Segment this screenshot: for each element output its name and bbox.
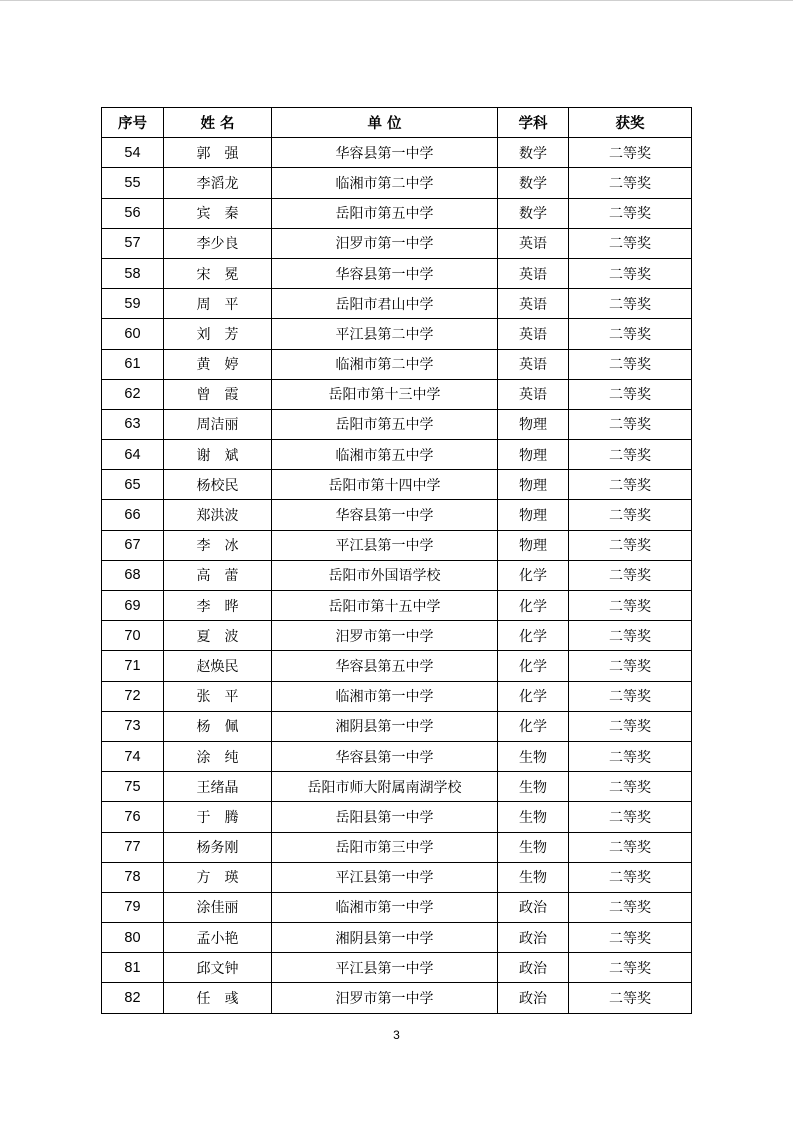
cell-unit: 岳阳市外国语学校	[272, 560, 498, 590]
cell-seq: 74	[102, 741, 164, 771]
table-row	[102, 560, 692, 590]
cell-subject: 生物	[498, 802, 569, 832]
cell-unit: 岳阳市第十四中学	[272, 470, 498, 500]
cell-name: 曾 霞	[164, 379, 272, 409]
cell-seq: 57	[102, 228, 164, 258]
cell-name: 周 平	[164, 289, 272, 319]
cell-seq: 82	[102, 983, 164, 1013]
cell-unit: 华容县第一中学	[272, 258, 498, 288]
cell-seq: 58	[102, 258, 164, 288]
cell-subject: 物理	[498, 470, 569, 500]
cell-subject: 物理	[498, 440, 569, 470]
cell-unit: 汨罗市第一中学	[272, 228, 498, 258]
cell-subject: 政治	[498, 983, 569, 1013]
cell-subject: 数学	[498, 168, 569, 198]
cell-seq: 80	[102, 923, 164, 953]
cell-seq: 78	[102, 862, 164, 892]
table-row	[102, 319, 692, 349]
cell-subject: 化学	[498, 591, 569, 621]
cell-subject: 物理	[498, 409, 569, 439]
cell-seq: 68	[102, 560, 164, 590]
cell-unit: 汨罗市第一中学	[272, 983, 498, 1013]
cell-unit: 岳阳市师大附属南湖学校	[272, 772, 498, 802]
header-name: 姓 名	[164, 108, 272, 138]
cell-unit: 华容县第一中学	[272, 741, 498, 771]
table-row	[102, 832, 692, 862]
cell-award: 二等奖	[569, 289, 692, 319]
cell-award: 二等奖	[569, 953, 692, 983]
cell-unit: 岳阳市第十五中学	[272, 591, 498, 621]
cell-unit: 临湘市第一中学	[272, 681, 498, 711]
cell-name: 方 瑛	[164, 862, 272, 892]
cell-unit: 平江县第二中学	[272, 319, 498, 349]
table-row	[102, 198, 692, 228]
cell-unit: 岳阳市君山中学	[272, 289, 498, 319]
cell-seq: 65	[102, 470, 164, 500]
cell-award: 二等奖	[569, 258, 692, 288]
cell-award: 二等奖	[569, 923, 692, 953]
cell-unit: 平江县第一中学	[272, 530, 498, 560]
cell-award: 二等奖	[569, 711, 692, 741]
cell-subject: 化学	[498, 560, 569, 590]
cell-seq: 76	[102, 802, 164, 832]
cell-name: 涂佳丽	[164, 892, 272, 922]
table-row	[102, 500, 692, 530]
cell-seq: 77	[102, 832, 164, 862]
cell-seq: 66	[102, 500, 164, 530]
cell-seq: 73	[102, 711, 164, 741]
table-row	[102, 228, 692, 258]
cell-award: 二等奖	[569, 772, 692, 802]
cell-subject: 英语	[498, 228, 569, 258]
cell-name: 宋 冕	[164, 258, 272, 288]
table-row	[102, 530, 692, 560]
table-row	[102, 681, 692, 711]
cell-unit: 汨罗市第一中学	[272, 621, 498, 651]
cell-name: 李 冰	[164, 530, 272, 560]
cell-award: 二等奖	[569, 409, 692, 439]
cell-subject: 物理	[498, 500, 569, 530]
cell-seq: 64	[102, 440, 164, 470]
cell-unit: 华容县第一中学	[272, 500, 498, 530]
cell-name: 任 彧	[164, 983, 272, 1013]
table-row	[102, 862, 692, 892]
cell-award: 二等奖	[569, 530, 692, 560]
table-row	[102, 470, 692, 500]
cell-subject: 英语	[498, 258, 569, 288]
award-table	[101, 107, 692, 1014]
cell-subject: 生物	[498, 862, 569, 892]
cell-name: 杨 佩	[164, 711, 272, 741]
cell-name: 高 蕾	[164, 560, 272, 590]
cell-unit: 岳阳市第三中学	[272, 832, 498, 862]
cell-name: 邱文钟	[164, 953, 272, 983]
cell-award: 二等奖	[569, 319, 692, 349]
cell-name: 夏 波	[164, 621, 272, 651]
cell-award: 二等奖	[569, 862, 692, 892]
table-row	[102, 621, 692, 651]
cell-subject: 物理	[498, 530, 569, 560]
cell-unit: 平江县第一中学	[272, 953, 498, 983]
cell-name: 张 平	[164, 681, 272, 711]
cell-unit: 华容县第五中学	[272, 651, 498, 681]
table-row	[102, 440, 692, 470]
table-row	[102, 772, 692, 802]
cell-award: 二等奖	[569, 440, 692, 470]
cell-award: 二等奖	[569, 741, 692, 771]
table-row	[102, 741, 692, 771]
table-row	[102, 711, 692, 741]
cell-seq: 55	[102, 168, 164, 198]
cell-name: 郑洪波	[164, 500, 272, 530]
table-row	[102, 591, 692, 621]
cell-name: 杨校民	[164, 470, 272, 500]
cell-subject: 政治	[498, 953, 569, 983]
table-header-row	[102, 108, 692, 138]
cell-name: 王绪晶	[164, 772, 272, 802]
cell-award: 二等奖	[569, 560, 692, 590]
cell-name: 宾 秦	[164, 198, 272, 228]
cell-subject: 政治	[498, 923, 569, 953]
cell-unit: 平江县第一中学	[272, 862, 498, 892]
cell-subject: 政治	[498, 892, 569, 922]
cell-seq: 70	[102, 621, 164, 651]
cell-seq: 69	[102, 591, 164, 621]
cell-subject: 生物	[498, 832, 569, 862]
cell-seq: 56	[102, 198, 164, 228]
table-row	[102, 138, 692, 168]
table-row	[102, 379, 692, 409]
table-row	[102, 923, 692, 953]
table-row	[102, 983, 692, 1013]
cell-name: 郭 强	[164, 138, 272, 168]
table-row	[102, 892, 692, 922]
cell-award: 二等奖	[569, 168, 692, 198]
table-row	[102, 409, 692, 439]
cell-subject: 数学	[498, 138, 569, 168]
cell-award: 二等奖	[569, 379, 692, 409]
cell-subject: 生物	[498, 772, 569, 802]
page-number: 3	[393, 1028, 400, 1042]
cell-subject: 英语	[498, 319, 569, 349]
cell-unit: 华容县第一中学	[272, 138, 498, 168]
cell-unit: 岳阳市第十三中学	[272, 379, 498, 409]
table-body	[102, 138, 692, 1013]
cell-award: 二等奖	[569, 802, 692, 832]
cell-subject: 化学	[498, 651, 569, 681]
cell-name: 周洁丽	[164, 409, 272, 439]
cell-subject: 数学	[498, 198, 569, 228]
cell-unit: 湘阴县第一中学	[272, 711, 498, 741]
cell-award: 二等奖	[569, 591, 692, 621]
cell-seq: 71	[102, 651, 164, 681]
header-unit: 单 位	[272, 108, 498, 138]
cell-name: 刘 芳	[164, 319, 272, 349]
table-row	[102, 289, 692, 319]
cell-seq: 54	[102, 138, 164, 168]
cell-subject: 英语	[498, 379, 569, 409]
header-seq: 序号	[102, 108, 164, 138]
cell-name: 李少良	[164, 228, 272, 258]
cell-name: 李滔龙	[164, 168, 272, 198]
cell-award: 二等奖	[569, 621, 692, 651]
cell-unit: 岳阳县第一中学	[272, 802, 498, 832]
cell-award: 二等奖	[569, 892, 692, 922]
cell-name: 孟小艳	[164, 923, 272, 953]
cell-award: 二等奖	[569, 651, 692, 681]
page-top-edge	[0, 0, 793, 1]
table-row	[102, 168, 692, 198]
cell-seq: 72	[102, 681, 164, 711]
cell-seq: 67	[102, 530, 164, 560]
table-row	[102, 349, 692, 379]
cell-subject: 英语	[498, 289, 569, 319]
cell-award: 二等奖	[569, 500, 692, 530]
cell-unit: 临湘市第二中学	[272, 349, 498, 379]
header-award: 获奖	[569, 108, 692, 138]
cell-award: 二等奖	[569, 198, 692, 228]
cell-name: 黄 婷	[164, 349, 272, 379]
cell-unit: 岳阳市第五中学	[272, 409, 498, 439]
table-row	[102, 651, 692, 681]
cell-name: 谢 斌	[164, 440, 272, 470]
table-row	[102, 258, 692, 288]
cell-unit: 湘阴县第一中学	[272, 923, 498, 953]
cell-subject: 生物	[498, 741, 569, 771]
cell-unit: 临湘市第二中学	[272, 168, 498, 198]
cell-seq: 60	[102, 319, 164, 349]
table-row	[102, 953, 692, 983]
cell-subject: 英语	[498, 349, 569, 379]
cell-subject: 化学	[498, 681, 569, 711]
cell-award: 二等奖	[569, 983, 692, 1013]
cell-subject: 化学	[498, 621, 569, 651]
cell-award: 二等奖	[569, 832, 692, 862]
cell-name: 涂 纯	[164, 741, 272, 771]
cell-seq: 81	[102, 953, 164, 983]
cell-name: 李 晔	[164, 591, 272, 621]
cell-award: 二等奖	[569, 470, 692, 500]
cell-unit: 临湘市第一中学	[272, 892, 498, 922]
cell-seq: 63	[102, 409, 164, 439]
cell-award: 二等奖	[569, 138, 692, 168]
cell-name: 赵焕民	[164, 651, 272, 681]
cell-seq: 61	[102, 349, 164, 379]
header-subject: 学科	[498, 108, 569, 138]
cell-unit: 临湘市第五中学	[272, 440, 498, 470]
cell-award: 二等奖	[569, 228, 692, 258]
table-row	[102, 802, 692, 832]
cell-seq: 59	[102, 289, 164, 319]
cell-award: 二等奖	[569, 349, 692, 379]
cell-seq: 62	[102, 379, 164, 409]
cell-name: 于 腾	[164, 802, 272, 832]
cell-unit: 岳阳市第五中学	[272, 198, 498, 228]
cell-seq: 75	[102, 772, 164, 802]
cell-name: 杨务刚	[164, 832, 272, 862]
cell-subject: 化学	[498, 711, 569, 741]
cell-seq: 79	[102, 892, 164, 922]
cell-award: 二等奖	[569, 681, 692, 711]
